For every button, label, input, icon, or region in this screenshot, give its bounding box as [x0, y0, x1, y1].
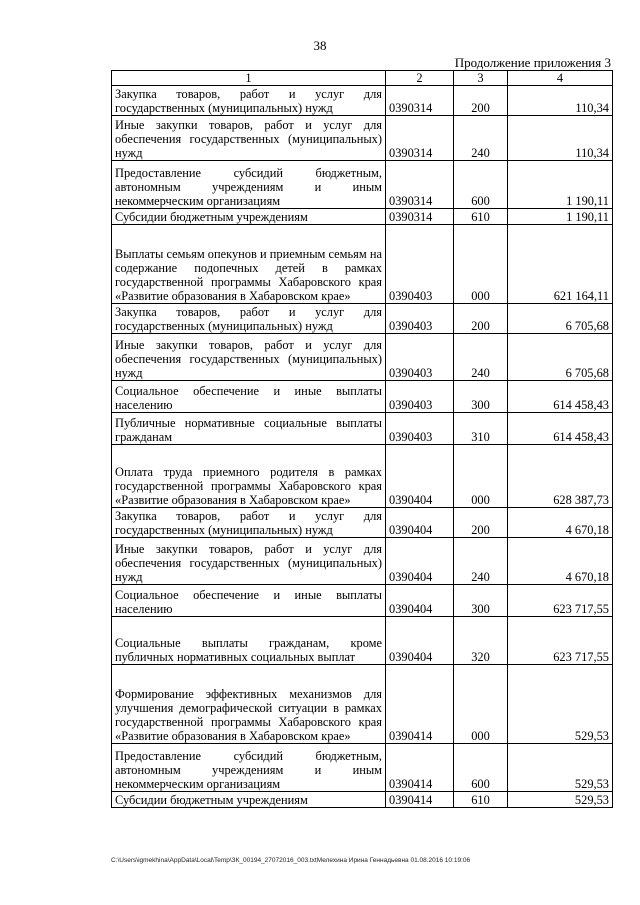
table-row [112, 665, 613, 744]
table-row [112, 116, 613, 161]
row-description: Социальное обеспечение и иные выплаты населению [112, 585, 386, 617]
row-expense-type: 600 [454, 744, 508, 792]
row-expense-type: 300 [454, 381, 508, 413]
row-expense-type: 610 [454, 209, 508, 225]
row-description: Формирование эффективных механизмов для улучшения демографической ситуации в рамках государственной программы Хабаровского края «Развитие образования в Хабаровском крае» [112, 665, 386, 744]
row-expense-type: 240 [454, 538, 508, 585]
row-amount: 623 717,55 [508, 617, 613, 665]
row-target-code: 0390404 [386, 508, 454, 538]
row-amount: 4 670,18 [508, 508, 613, 538]
row-description: Социальные выплаты гражданам, кроме публичных нормативных социальных выплат [112, 617, 386, 665]
row-expense-type: 000 [454, 225, 508, 304]
row-description: Предоставление субсидий бюджетным, автономным учреждениям и иным некоммерческим организациям [112, 161, 386, 209]
row-expense-type: 610 [454, 792, 508, 808]
row-amount: 6 705,68 [508, 304, 613, 334]
table-row [112, 209, 613, 225]
table-row [112, 445, 613, 508]
row-amount: 529,53 [508, 744, 613, 792]
row-description: Закупка товаров, работ и услуг для государственных (муниципальных) нужд [112, 304, 386, 334]
row-target-code: 0390403 [386, 381, 454, 413]
row-expense-type: 200 [454, 508, 508, 538]
row-target-code: 0390314 [386, 161, 454, 209]
row-amount: 1 190,11 [508, 161, 613, 209]
row-amount: 4 670,18 [508, 538, 613, 585]
row-expense-type: 240 [454, 116, 508, 161]
row-expense-type: 240 [454, 334, 508, 381]
table-row [112, 86, 613, 116]
row-expense-type: 200 [454, 86, 508, 116]
row-description: Субсидии бюджетным учреждениям [112, 209, 386, 225]
row-description: Публичные нормативные социальные выплаты гражданам [112, 413, 386, 445]
row-description: Оплата труда приемного родителя в рамках государственной программы Хабаровского края «Развитие образования в Хабаровском крае» [112, 445, 386, 508]
row-amount: 623 717,55 [508, 585, 613, 617]
row-amount: 6 705,68 [508, 334, 613, 381]
table-row [112, 381, 613, 413]
row-target-code: 0390314 [386, 116, 454, 161]
header-col-3: 3 [454, 71, 508, 86]
header-col-4: 4 [508, 71, 613, 86]
table-row [112, 617, 613, 665]
row-description: Закупка товаров, работ и услуг для государственных (муниципальных) нужд [112, 86, 386, 116]
row-target-code: 0390404 [386, 445, 454, 508]
table-row [112, 161, 613, 209]
row-expense-type: 000 [454, 445, 508, 508]
row-target-code: 0390404 [386, 585, 454, 617]
row-description: Иные закупки товаров, работ и услуг для обеспечения государственных (муниципальных) нужд [112, 538, 386, 585]
row-amount: 621 164,11 [508, 225, 613, 304]
row-expense-type: 310 [454, 413, 508, 445]
row-target-code: 0390414 [386, 792, 454, 808]
budget-table [111, 70, 613, 808]
row-target-code: 0390403 [386, 334, 454, 381]
row-description: Выплаты семьям опекунов и приемным семьям на содержание подопечных детей в рамках государственной программы Хабаровского края «Развитие образования в Хабаровском крае» [112, 225, 386, 304]
row-amount: 529,53 [508, 665, 613, 744]
table-row [112, 744, 613, 792]
row-target-code: 0390414 [386, 665, 454, 744]
row-target-code: 0390403 [386, 413, 454, 445]
table-row [112, 585, 613, 617]
row-description: Закупка товаров, работ и услуг для государственных (муниципальных) нужд [112, 508, 386, 538]
table-row [112, 413, 613, 445]
page-number: 38 [313, 38, 327, 53]
row-amount: 110,34 [508, 116, 613, 161]
row-target-code: 0390404 [386, 617, 454, 665]
header-col-1: 1 [112, 71, 386, 86]
row-target-code: 0390403 [386, 304, 454, 334]
table-row [112, 225, 613, 304]
row-expense-type: 200 [454, 304, 508, 334]
row-description: Субсидии бюджетным учреждениям [112, 792, 386, 808]
row-target-code: 0390314 [386, 209, 454, 225]
row-description: Социальное обеспечение и иные выплаты населению [112, 381, 386, 413]
continuation-label: Продолжение приложения 3 [454, 55, 611, 70]
row-amount: 628 387,73 [508, 445, 613, 508]
row-target-code: 0390314 [386, 86, 454, 116]
row-description: Предоставление субсидий бюджетным, автономным учреждениям и иным некоммерческим организациям [112, 744, 386, 792]
row-amount: 110,34 [508, 86, 613, 116]
row-target-code: 0390404 [386, 538, 454, 585]
table-row [112, 508, 613, 538]
row-expense-type: 000 [454, 665, 508, 744]
row-expense-type: 600 [454, 161, 508, 209]
table-header-row [112, 71, 613, 86]
row-amount: 614 458,43 [508, 413, 613, 445]
row-expense-type: 320 [454, 617, 508, 665]
table-row [112, 538, 613, 585]
row-amount: 529,53 [508, 792, 613, 808]
row-description: Иные закупки товаров, работ и услуг для обеспечения государственных (муниципальных) нужд [112, 116, 386, 161]
table-row [112, 792, 613, 808]
file-path-footer: C:\Users\igmekhina\AppData\Local\Temp\ЗК_00194_27072016_003.txtМелехина Ирина Геннадьевна 01.08.2016 10:19:06 [111, 857, 471, 864]
header-col-2: 2 [386, 71, 454, 86]
row-expense-type: 300 [454, 585, 508, 617]
row-amount: 614 458,43 [508, 381, 613, 413]
row-amount: 1 190,11 [508, 209, 613, 225]
row-description: Иные закупки товаров, работ и услуг для обеспечения государственных (муниципальных) нужд [112, 334, 386, 381]
row-target-code: 0390403 [386, 225, 454, 304]
row-target-code: 0390414 [386, 744, 454, 792]
table-row [112, 304, 613, 334]
table-row [112, 334, 613, 381]
